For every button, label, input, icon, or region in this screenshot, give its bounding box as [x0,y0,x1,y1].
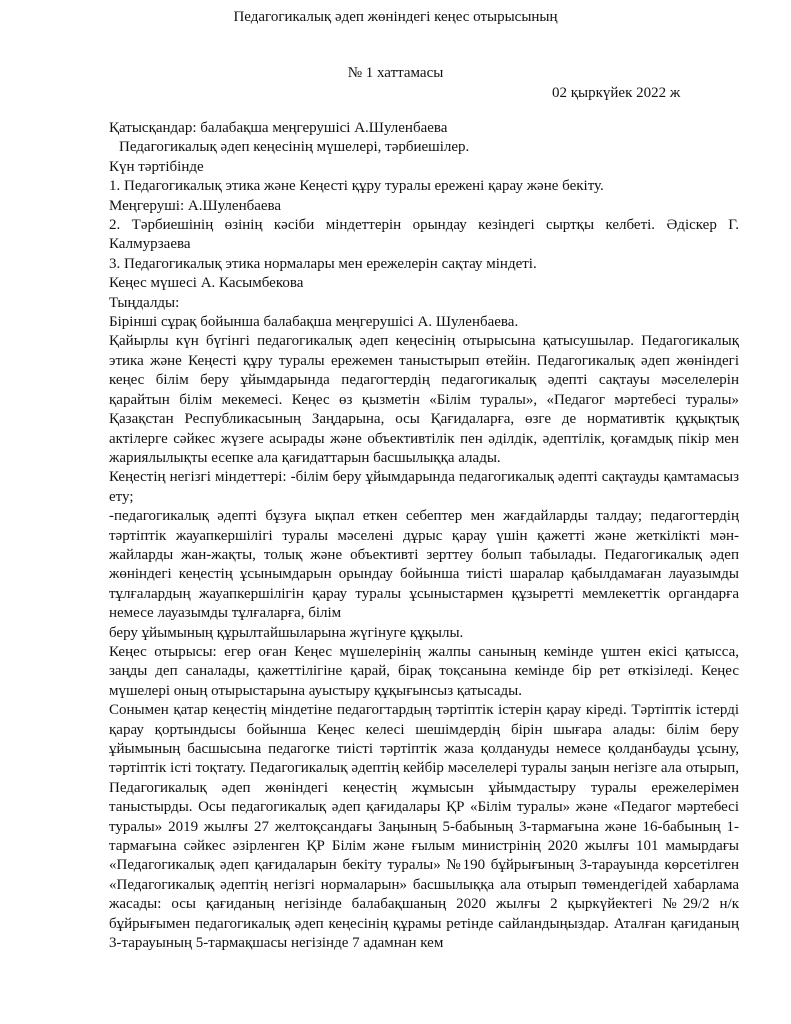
paragraph-disciplinary: Сонымен қатар кеңестің міндетіне педагогтардың тәртіптік істерін қарау кіреді. Тәртіптік істерді қарау қортындысы бойынша Кеңес келесі шешімдердің бірін шығара алады: білім беру ұйымының басшысына педагогке тиісті тәртіптік жаза қолдануды немесе қолданбауды ұсыну, тәртіптік істі тоқтату. Педагогикалық әдептің кейбір мәселелері туралы заңын негізге ала отырып, Педагогикалық әдеп жөніндегі кеңестің жұмысын ұйымдастыру туралы ережелерімен таныстырды. Осы педагогикалық әдеп қағидалары ҚР «Білім туралы» және «Педагог мәртебесі туралы» 2019 жылғы 27 желтоқсандағы Заңының 5-бабының 3-тармағына және 16-бабының 1-тармағына сәйкес әзірленген ҚР Білім және ғылым министрінің 2020 жылғы 101 мамырдағы «Педагогикалық әдеп қағидаларын бекіту туралы» №190 бұйрығының 3-тарауында көрсетілген «Педагогикалық әдептің негізгі нормаларын» басшылыққа ала отырып төмендегідей хабарлама жасады: осы қағиданың негізінде балабақшаның 2020 жылғы 2 қыркүйектегі №29/2 н/к бұйрығымен педагогикалық әдеп кеңесінің құрамы ретінде сайландыңыздар. Аталған қағиданың 3-тарауының 5-тармақшасы негізінде 7 адамнан кем [109,702,739,952]
paragraph-introduction: Қайырлы күн бүгінгі педагогикалық әдеп кеңесінің отырысына қатысушылар. Педагогикалық этика және Кеңесті құру туралы ережемен таныстырып өтейін. Педагогикалық әдеп жөніндегі кеңес білім беру ұйымдарында педагогтердің педагогикалық әдепті сақтауы мәселелерін қарайтын білім мекемесі. Кеңес өз қызметін «Білім туралы», «Педагог мәртебесі туралы» Қазақстан Республикасының Заңдарына, осы Қағидаларға, өзге де нормативтік құқықтық актілерге сәйкес жүзеге асырады және объективтілік пен әділдік, әдептілік, қоғамдық пікір мен жариялылықты есепке ала қағидаттарын басшылыққа алады. [109,333,739,466]
agenda-item-2: 2. Тәрбиешінің өзінің кәсіби міндеттерін орындау кезіндегі сыртқы келбеті. Әдіскер Г. Калмурзаева [109,217,739,253]
protocol-number: № 1 хаттамасы [347,65,444,81]
first-question-line: Бірінші сұрақ бойынша балабақша меңгерушісі А. Шуленбаева. [109,314,519,331]
heard-heading: Тыңдалды: [109,294,180,311]
agenda-item-3: 3. Педагогикалық этика нормалары мен ережелерін сақтау міндеті. [109,255,537,272]
paragraph-analysis: -педагогикалық әдепті бұзуға ықпал еткен себептер мен жағдайларды талдау; педагогтердің тәртіптік жауапкершілігі туралы мәселені дұрыс қарау үшін қажетті және жеткілікті мән-жайларды жан-жақты, толық және объективті зерттеу болып табылады. Педагогикалық әдеп жөніндегі кеңестің ұсынымдарын орындау бойынша тиісті шаралар қабылдамаған лауазымды тұлғалардың жауапкершілігін қарау туралы ұсыныстармен құзыретті мемлекеттік органдарға немесе лауазымды тұлғаларға, білім [109,508,739,622]
paragraph-council-tasks: Кеңестің негізгі міндеттері: -білім беру ұйымдарында педагогикалық әдепті сақтауды қамтамасыз ету; [109,469,739,505]
document-title: Педагогикалық әдеп жөніндегі кеңес отырысының [233,9,558,25]
agenda-item-1: 1. Педагогикалық этика және Кеңесті құру туралы ережені қарау және бекіту. [109,178,604,195]
document-body [109,119,739,953]
agenda-item-3-speaker: Кеңес мүшесі А. Касымбекова [109,275,304,292]
attendees-members: Педагогикалық әдеп кеңесінің мүшелері, тәрбиешілер. [119,139,470,156]
attendees-line: Қатысқандар: балабақша меңгерушісі А.Шуленбаева [109,120,448,136]
agenda-heading: Күн тәртібінде [109,158,204,175]
paragraph-founders: беру ұйымының құрылтайшыларына жүгінуге құқылы. [109,624,464,641]
document-date: 02 қыркүйек 2022 ж [552,85,681,101]
paragraph-council-meeting: Кеңес отырысы: егер оған Кеңес мүшелерінің жалпы санының кемінде үштен екісі қатысса, заңды деп саналады, қажеттілігіне қарай, бірақ тоқсанына кемінде бір рет өткізіледі. Кеңес мүшелері оның отырыстарына ауыстыру құқығынсыз қатысады. [109,643,739,699]
agenda-item-1-speaker: Меңгеруші: А.Шуленбаева [109,197,282,214]
